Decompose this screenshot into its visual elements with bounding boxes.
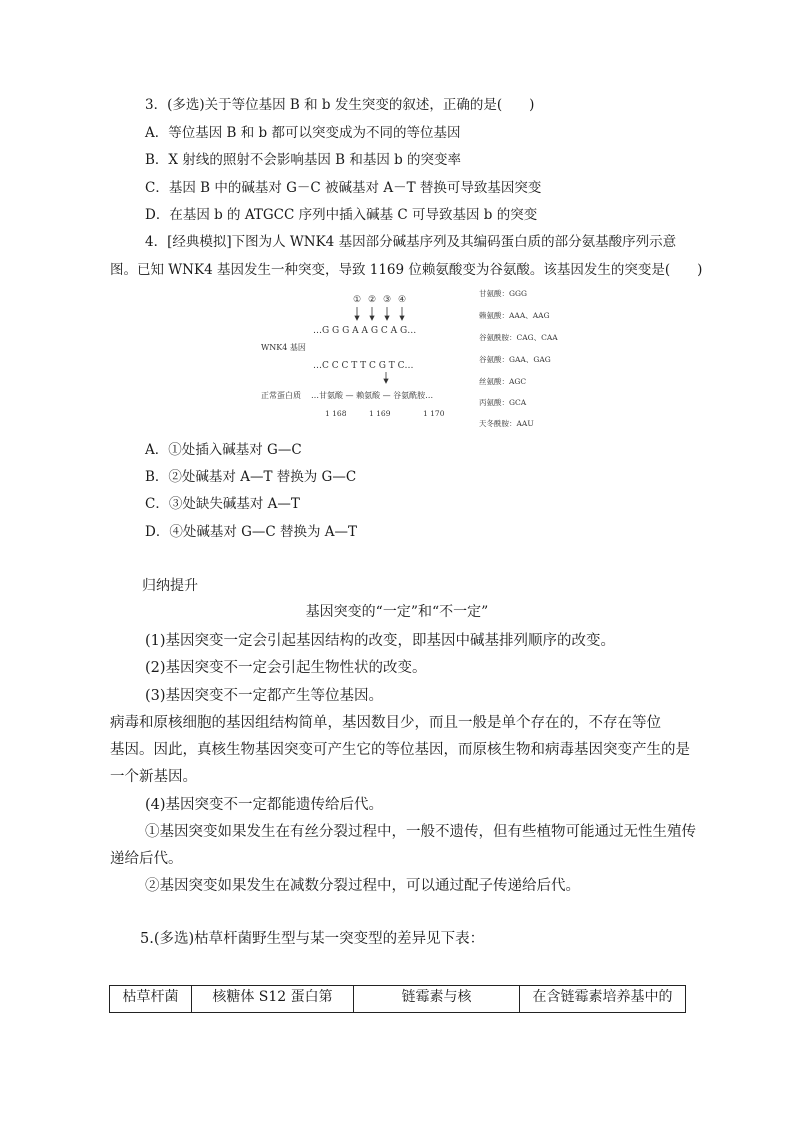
question-4-option-a: A．①处插入碱基对 G—C <box>145 442 302 458</box>
position-1168: 1 168 <box>325 409 347 418</box>
summary-point-4: (4)基因突变不一定都能遗传给后代。 <box>145 797 384 813</box>
strand-arrow <box>384 372 388 383</box>
position-1169: 1 169 <box>369 409 391 418</box>
summary-heading: 归纳提升 <box>142 578 198 594</box>
marker-1: ① <box>353 295 362 305</box>
codon-asparagine: 天冬酰胺：AAU <box>479 419 534 428</box>
question-4-option-b: B．②处碱基对 A—T 替换为 G—C <box>145 469 357 485</box>
marker-4: ④ <box>398 295 407 305</box>
marker-2: ② <box>368 295 377 305</box>
codon-glycine: 甘氨酸：GGG <box>479 289 527 298</box>
question-3-option-b: B．X 射线的照射不会影响基因 B 和基因 b 的突变率 <box>145 152 462 168</box>
table-header-cell: 核糖体 S12 蛋白第 <box>192 986 354 1013</box>
summary-point-1: (1)基因突变一定会引起基因结构的改变，即基因中碱基排列顺序的改变。 <box>145 633 616 649</box>
summary-title: 基因突变的“一定”和“不一定” <box>305 604 489 620</box>
table-header-cell: 链霉素与核 <box>354 986 520 1013</box>
marker-arrows <box>355 307 404 320</box>
summary-point-4a-line2: 递给后代。 <box>110 851 183 867</box>
codon-lysine: 赖氨酸：AAA、AAG <box>479 311 550 320</box>
marker-3: ③ <box>383 295 392 305</box>
summary-point-4b: ②基因突变如果发生在减数分裂过程中，可以通过配子传递给后代。 <box>145 878 580 894</box>
mutation-comparison-table <box>109 985 686 1013</box>
codon-glutamine: 谷氨酰胺：CAG、CAA <box>479 333 558 342</box>
codon-glutamate: 谷氨酸：GAA、GAG <box>479 355 551 364</box>
question-4-option-c: C．③处缺失碱基对 A—T <box>145 496 300 512</box>
question-4-stem-line1: 4．[经典模拟]下图为人 WNK4 基因部分碱基序列及其编码蛋白质的部分氨基酸序列示意 <box>145 234 677 250</box>
table-header-cell: 在含链霉素培养基中的 <box>520 986 686 1013</box>
question-3-option-c: C．基因 B 中的碱基对 G－C 被碱基对 A－T 替换可导致基因突变 <box>145 180 542 196</box>
question-4-option-d: D．④处碱基对 G—C 替换为 A—T <box>145 524 358 540</box>
question-3-option-a: A．等位基因 B 和 b 都可以突变成为不同的等位基因 <box>145 125 461 141</box>
codon-serine: 丝氨酸：AGC <box>479 377 527 386</box>
position-1170: 1 170 <box>423 409 445 418</box>
summary-point-2: (2)基因突变不一定会引起生物性状的改变。 <box>145 660 427 676</box>
question-3-option-d: D．在基因 b 的 ATGCC 序列中插入碱基 C 可导致基因 b 的突变 <box>145 207 538 223</box>
table-header-cell: 枯草杆菌 <box>110 986 192 1013</box>
wnk4-gene-figure <box>255 286 575 434</box>
summary-point-3: (3)基因突变不一定都产生等位基因。 <box>145 688 384 704</box>
summary-point-3-detail-line3: 一个新基因。 <box>110 769 197 785</box>
codon-alanine: 丙氨酸：GCA <box>479 398 527 407</box>
summary-point-3-detail-line2: 基因。因此，真核生物基因突变可产生它的等位基因，而原核生物和病毒基因突变产生的是 <box>110 742 690 758</box>
protein-sequence: …甘氨酸 — 赖氨酸 — 谷氨酰胺… <box>311 391 434 400</box>
gene-label: WNK4 基因 <box>261 343 306 352</box>
summary-point-3-detail-line1: 病毒和原核细胞的基因组结构简单，基因数目少，而且一般是单个存在的，不存在等位 <box>110 715 661 731</box>
top-strand: …G G G A A G C A G… <box>313 326 417 336</box>
summary-point-4a-line1: ①基因突变如果发生在有丝分裂过程中，一般不遗传，但有些植物可能通过无性生殖传 <box>145 824 696 840</box>
protein-label: 正常蛋白质 <box>261 391 301 400</box>
table-row <box>110 986 686 1013</box>
bottom-strand: …C C C T T C G T C… <box>313 361 414 371</box>
question-5-stem: 5.(多选)枯草杆菌野生型与某一突变型的差异见下表： <box>140 931 485 947</box>
question-4-stem-line2: 图。已知 WNK4 基因发生一种突变，导致 1169 位赖氨酸变为谷氨酸。该基因发生的突变是( ) <box>110 262 703 278</box>
question-3-stem: 3．(多选)关于等位基因 B 和 b 发生突变的叙述，正确的是( ) <box>145 97 535 113</box>
